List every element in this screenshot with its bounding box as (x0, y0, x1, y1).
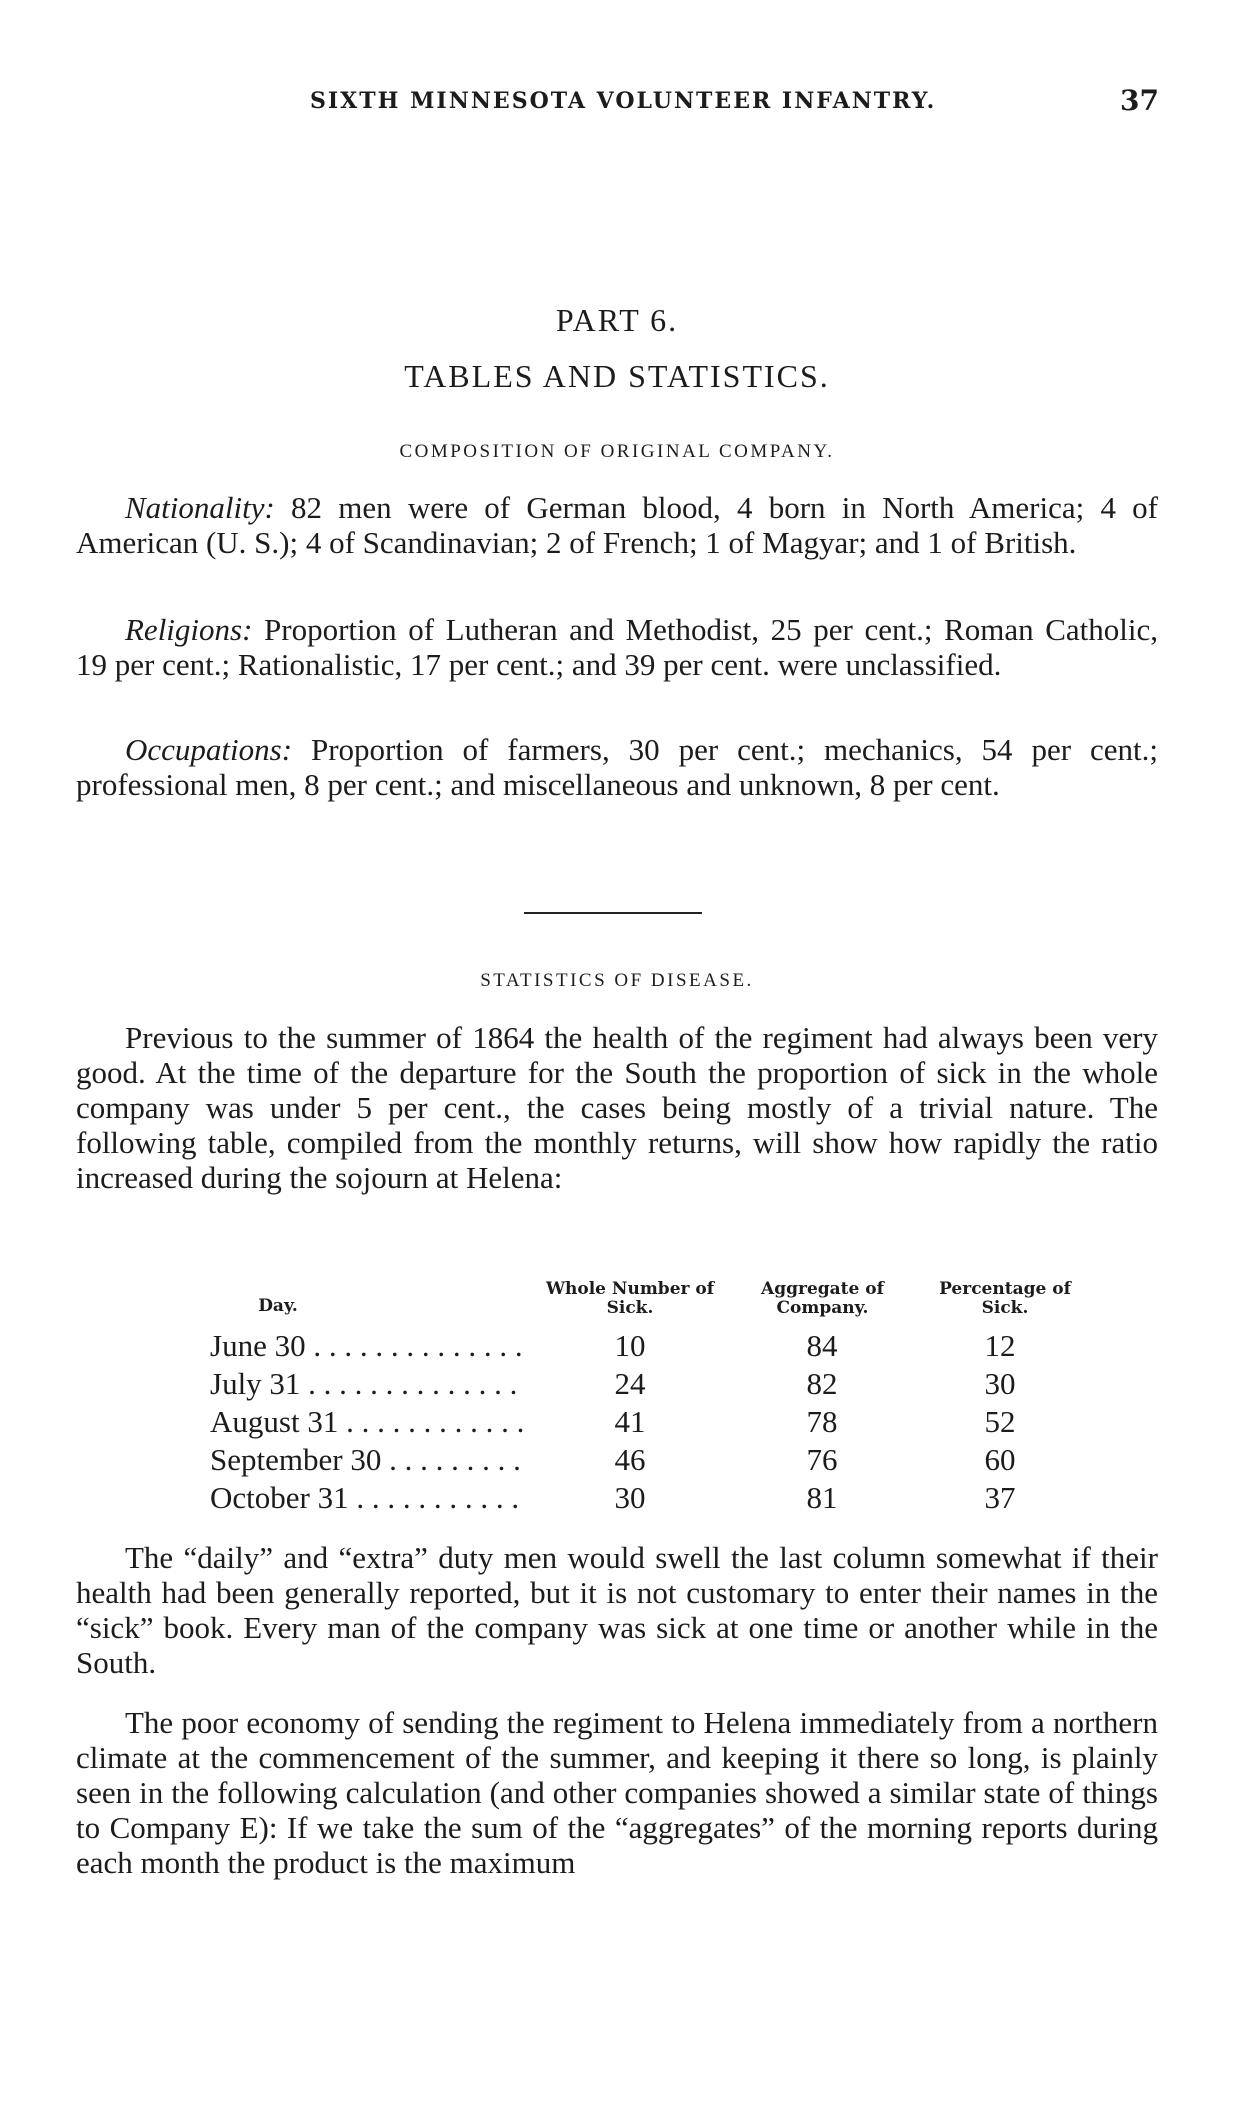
cell-aggregate: 78 (806, 1404, 838, 1439)
cell-percentage: 60 (984, 1442, 1016, 1477)
cell-sick: 10 (614, 1328, 646, 1363)
running-title: SIXTH MINNESOTA VOLUNTEER INFANTRY. (310, 88, 937, 114)
table-row (210, 1328, 1110, 1364)
cell-aggregate: 81 (806, 1480, 838, 1515)
nationality-paragraph (76, 490, 1158, 560)
occupations-paragraph (76, 732, 1158, 802)
cell-aggregate: 82 (806, 1366, 838, 1401)
cell-day: August 31 . . . . . . . . . . . . (210, 1404, 525, 1439)
occupations-label: Occupations: (125, 732, 293, 767)
cell-aggregate: 76 (806, 1442, 838, 1477)
cell-sick: 46 (614, 1442, 646, 1477)
column-header-day: Day. (258, 1296, 298, 1316)
part-heading: PART 6. (555, 302, 679, 338)
cell-day: June 30 . . . . . . . . . . . . . . (210, 1328, 523, 1363)
cell-sick: 41 (614, 1404, 646, 1439)
running-head (0, 84, 1250, 128)
cell-aggregate: 84 (806, 1328, 838, 1363)
section-title: TABLES AND STATISTICS. (404, 358, 830, 394)
occupations-text: Proportion of farmers, 30 per cent.; mechanics, 54 per cent.; professional men, 8 per cent.; and miscellaneous and unknown, 8 per cent. (76, 732, 1158, 802)
table-row (210, 1480, 1110, 1516)
cell-percentage: 30 (984, 1366, 1016, 1401)
column-header-percentage: Percentage of Sick. (939, 1279, 1071, 1318)
disease-intro-paragraph: Previous to the summer of 1864 the health of the regiment had always been very good. At the time of the departure for the South the proportion of sick in the whole company was under 5 per cent., the cases being mostly of a trivial nature. The following table, compiled from the monthly returns, will show how rapidly the ratio increased during the sojourn at Helena: (76, 1020, 1158, 1195)
religions-text: Proportion of Lutheran and Methodist, 25 per cent.; Roman Catholic, 19 per cent.; Rationalistic, 17 per cent.; and 39 per cent. were unclassified. (76, 612, 1158, 682)
duty-men-paragraph: The “daily” and “extra” duty men would swell the last column somewhat if their health had been generally reported, but it is not customary to enter their names in the “sick” book. Every man of the company was sick at one time or another while in the South. (76, 1540, 1158, 1680)
cell-percentage: 12 (984, 1328, 1016, 1363)
nationality-text: 82 men were of German blood, 4 born in North America; 4 of American (U. S.); 4 of Scandinavian; 2 of French; 1 of Magyar; and 1 of British. (76, 490, 1158, 560)
cell-sick: 30 (614, 1480, 646, 1515)
table-row (210, 1404, 1110, 1440)
cell-percentage: 37 (984, 1480, 1016, 1515)
disease-heading: STATISTICS OF DISEASE. (480, 970, 754, 991)
religions-paragraph (76, 612, 1158, 682)
religions-label: Religions: (125, 612, 253, 647)
column-header-aggregate: Aggregate of Company. (761, 1279, 884, 1318)
table-row (210, 1442, 1110, 1478)
cell-day: September 30 . . . . . . . . . (210, 1442, 521, 1477)
composition-heading: COMPOSITION OF ORIGINAL COMPANY. (399, 441, 835, 462)
nationality-label: Nationality: (125, 490, 275, 525)
section-divider (524, 912, 702, 914)
table-row (210, 1366, 1110, 1402)
cell-day: October 31 . . . . . . . . . . . (210, 1480, 520, 1515)
cell-sick: 24 (614, 1366, 646, 1401)
page-number: 37 (1120, 84, 1159, 117)
cell-percentage: 52 (984, 1404, 1016, 1439)
cell-day: July 31 . . . . . . . . . . . . . . (210, 1366, 518, 1401)
economy-paragraph: The poor economy of sending the regiment to Helena immediately from a northern climate at the commencement of the summer, and keeping it there so long, is plainly seen in the following calculation (and other companies showed a similar state of things to Company E): If we take the sum of the “aggregates” of the morning reports during each month the product is the maximum (76, 1705, 1158, 1880)
sickness-table (210, 1275, 1110, 1535)
column-header-sick: Whole Number of Sick. (545, 1279, 715, 1318)
